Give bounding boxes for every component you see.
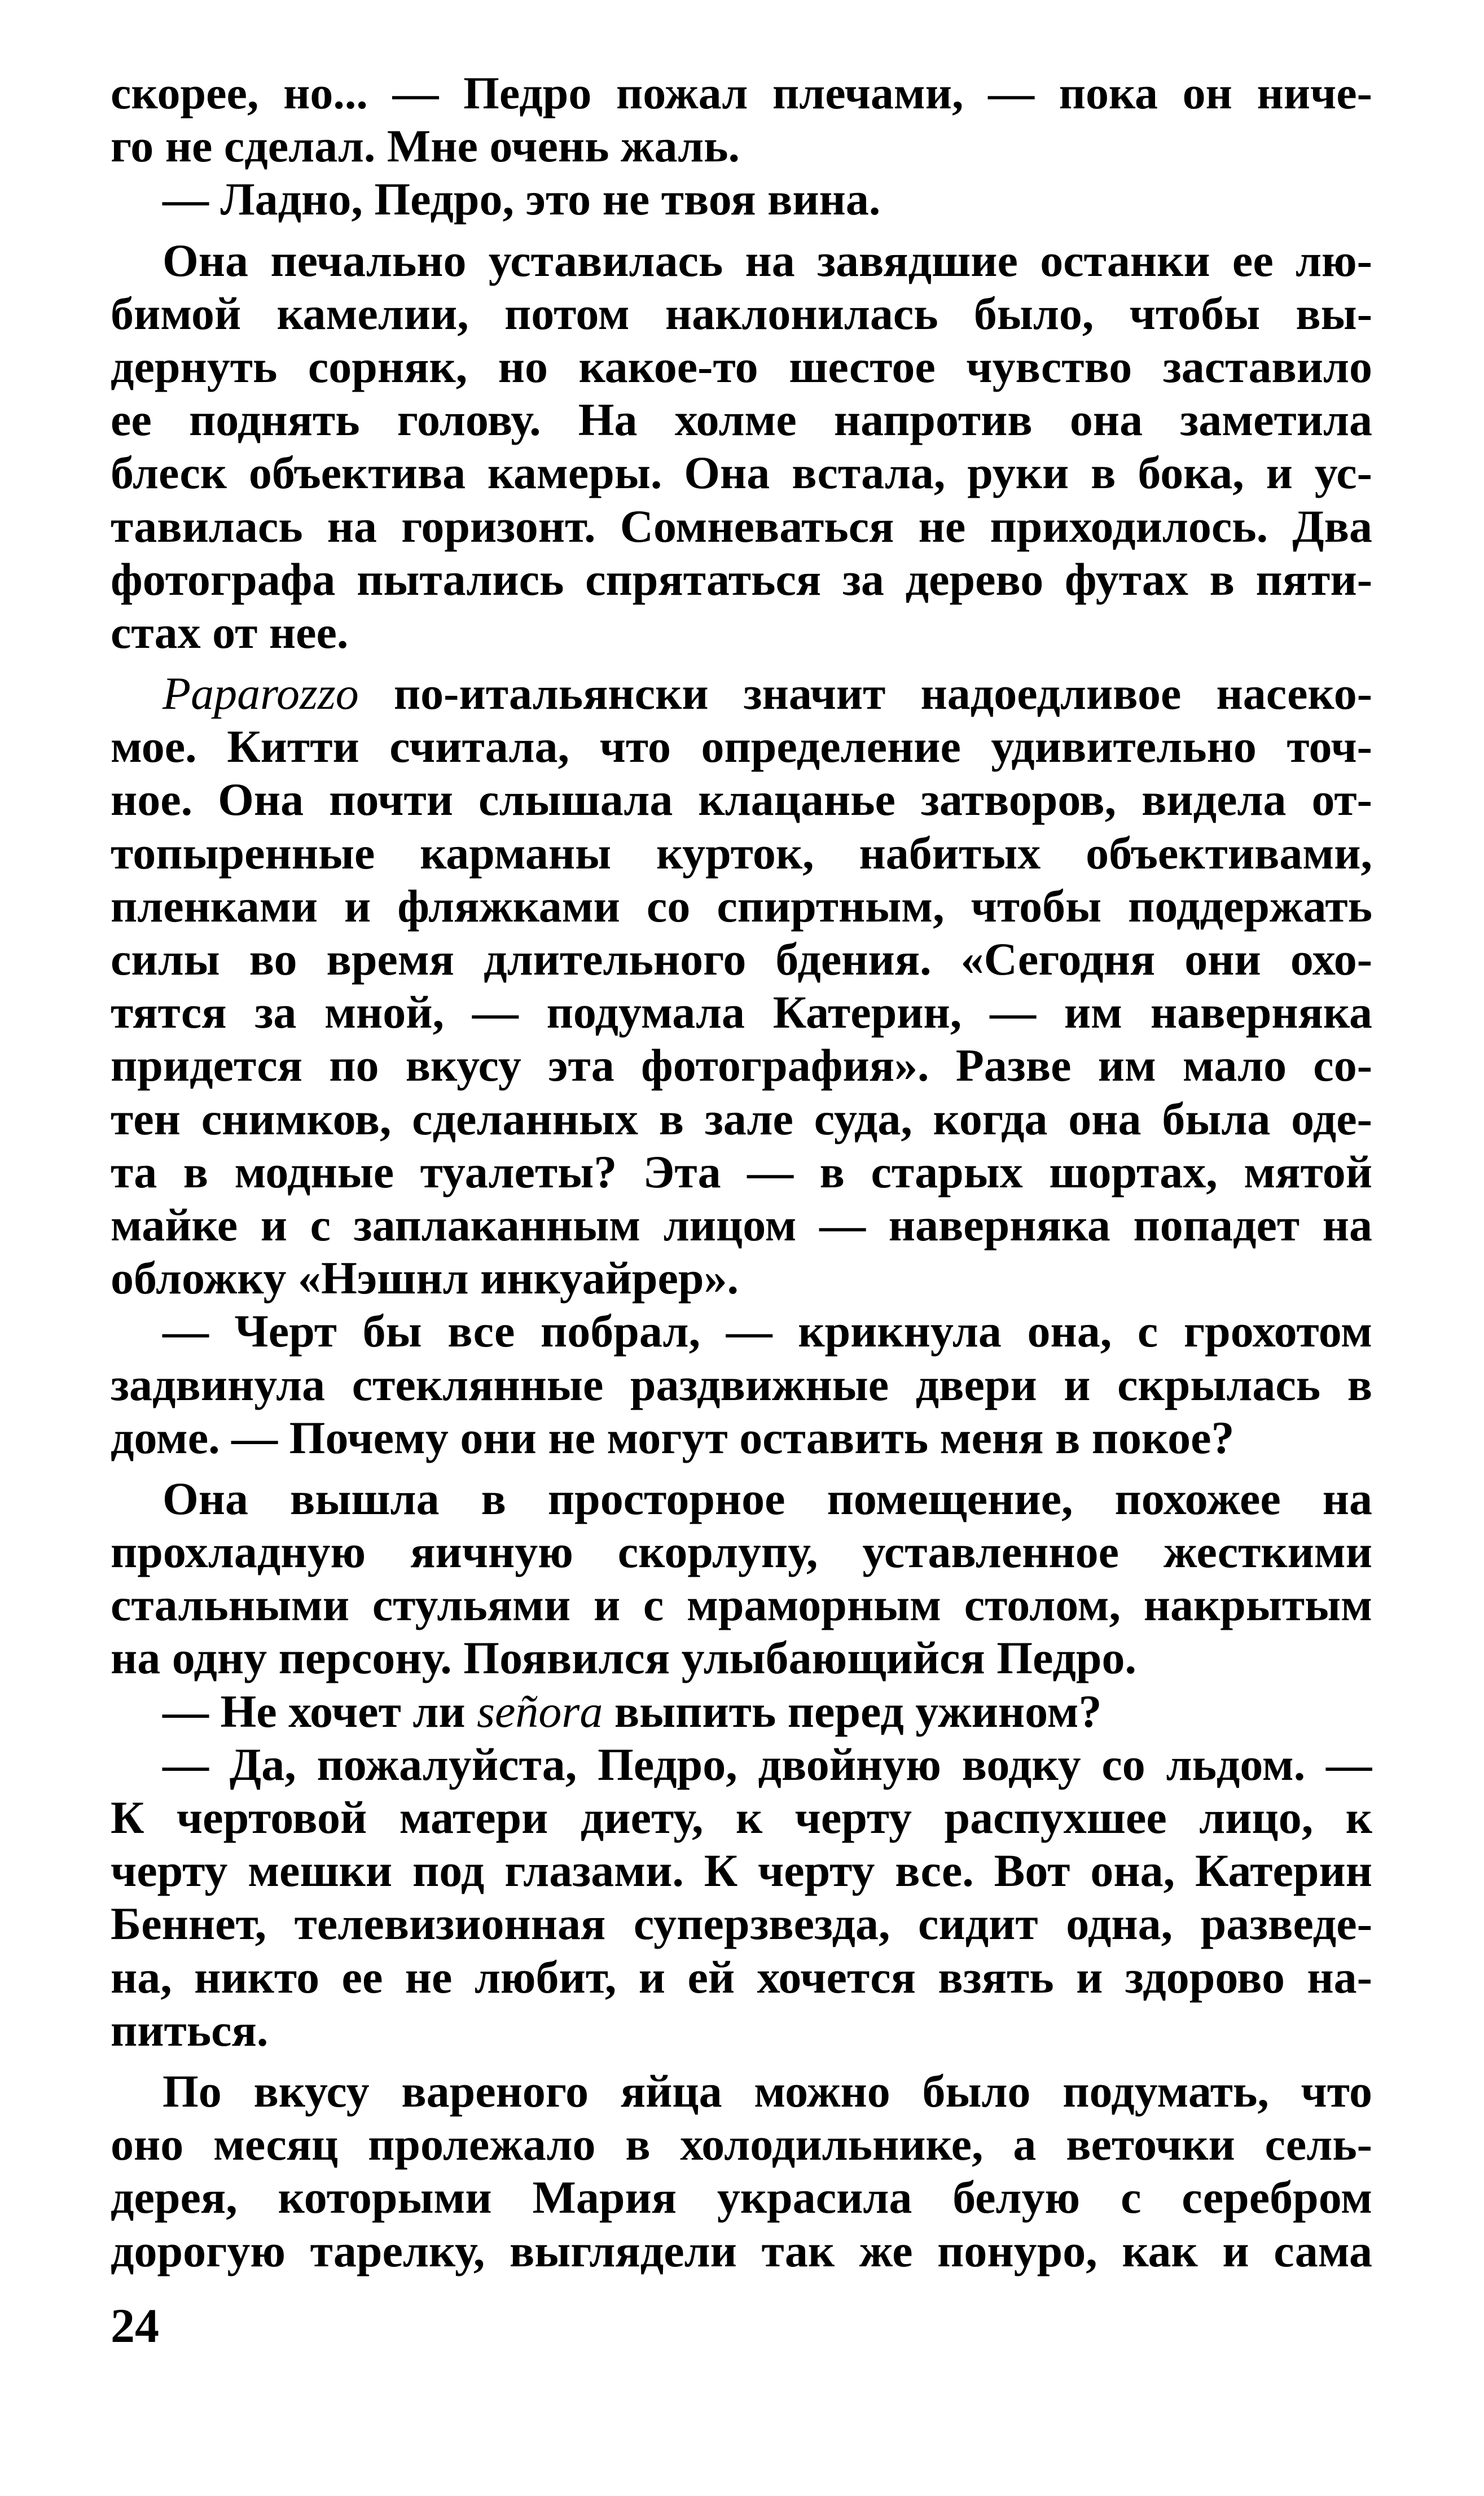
text-line: мое. Китти считала, что определение удивительно точ- — [111, 721, 1372, 773]
text-line: скорее, но... — Педро пожал плечами, — пока он ниче- — [111, 67, 1372, 119]
text-line: ное. Она почти слышала клацанье затворов, видела от- — [111, 774, 1372, 826]
text-line: прохладную яичную скорлупу, уставленное жесткими — [111, 1526, 1372, 1578]
text-line: черту мешки под глазами. К черту все. Вот она, Катерин — [111, 1845, 1372, 1897]
text-line: го не сделал. Мне очень жаль. — [111, 120, 740, 172]
text-line: фотографа пытались спрятаться за дерево футах в пяти- — [111, 553, 1372, 605]
text-line: обложку «Нэшнл инкуайрер». — [111, 1252, 739, 1304]
text-line: Paparozzo по-итальянски значит надоедливое насеко- — [163, 668, 1372, 720]
text-line: майке и с заплаканным лицом — наверняка попадет на — [111, 1199, 1372, 1251]
text-line: задвинула стеклянные раздвижные двери и скрылась в — [111, 1358, 1372, 1410]
text-line: тятся за мной, — подумала Катерин, — им наверняка — [111, 986, 1372, 1038]
text-line: блеск объектива камеры. Она встала, руки в бока, и ус- — [111, 447, 1372, 499]
text-line: та в модные туалеты? Эта — в старых шортах, мятой — [111, 1146, 1372, 1197]
text-line: — Черт бы все побрал, — крикнула она, с грохотом — [163, 1305, 1372, 1357]
text-line: По вкусу вареного яйца можно было подумать, что — [163, 2065, 1372, 2117]
text-line: дерея, которыми Мария украсила белую с серебром — [111, 2172, 1372, 2223]
text-line: дернуть сорняк, но какое-то шестое чувство заставило — [111, 340, 1372, 392]
text-line: стах от нее. — [111, 606, 349, 658]
text-line: ее поднять голову. На холме напротив она заметила — [111, 394, 1372, 446]
text-line: питься. — [111, 2004, 269, 2056]
text-line: Беннет, телевизионная суперзвезда, сидит одна, разведе- — [111, 1898, 1372, 1950]
text-line: — Ладно, Педро, это не твоя вина. — [163, 173, 881, 225]
book-page-text — [111, 67, 1372, 2278]
text-line: придется по вкусу эта фотография». Разве им мало со- — [111, 1039, 1372, 1091]
italic-word: señora — [477, 1685, 603, 1737]
text-line: оно месяц пролежало в холодильнике, а веточки сель- — [111, 2118, 1372, 2170]
text-line: К чертовой матери диету, к черту распухшее лицо, к — [111, 1792, 1372, 1843]
text-line: силы во время длительного бдения. «Сегодня они охо- — [111, 933, 1372, 985]
text-line: Она печально уставилась на завядшие останки ее лю- — [163, 234, 1372, 286]
text-line: бимой камелии, потом наклонилась было, чтобы вы- — [111, 287, 1372, 339]
text-line: на, никто ее не любит, и ей хочется взять и здорово на- — [111, 1951, 1372, 2003]
text-line: на одну персону. Появился улыбающийся Педро. — [111, 1632, 1136, 1684]
text-line: топыренные карманы курток, набитых объективами, — [111, 827, 1372, 879]
text-line: тавилась на горизонт. Сомневаться не приходилось. Два — [111, 500, 1372, 552]
page-number: 24 — [111, 2298, 159, 2353]
text-line: пленками и фляжками со спиртным, чтобы поддержать — [111, 880, 1372, 932]
text-line: Она вышла в просторное помещение, похожее на — [163, 1472, 1372, 1524]
italic-word: Paparozzo — [163, 668, 359, 720]
text-line: — Не хочет ли señora выпить перед ужином? — [163, 1685, 1102, 1737]
text-line: — Да, пожалуйста, Педро, двойную водку со льдом. — — [163, 1738, 1372, 1790]
text-line: стальными стульями и с мраморным столом, накрытым — [111, 1579, 1372, 1631]
text-line: дорогую тарелку, выглядели так же понуро, как и сама — [111, 2225, 1372, 2276]
text-line: тен снимков, сделанных в зале суда, когда она была оде- — [111, 1093, 1372, 1144]
text-line: доме. — Почему они не могут оставить меня в покое? — [111, 1411, 1235, 1463]
